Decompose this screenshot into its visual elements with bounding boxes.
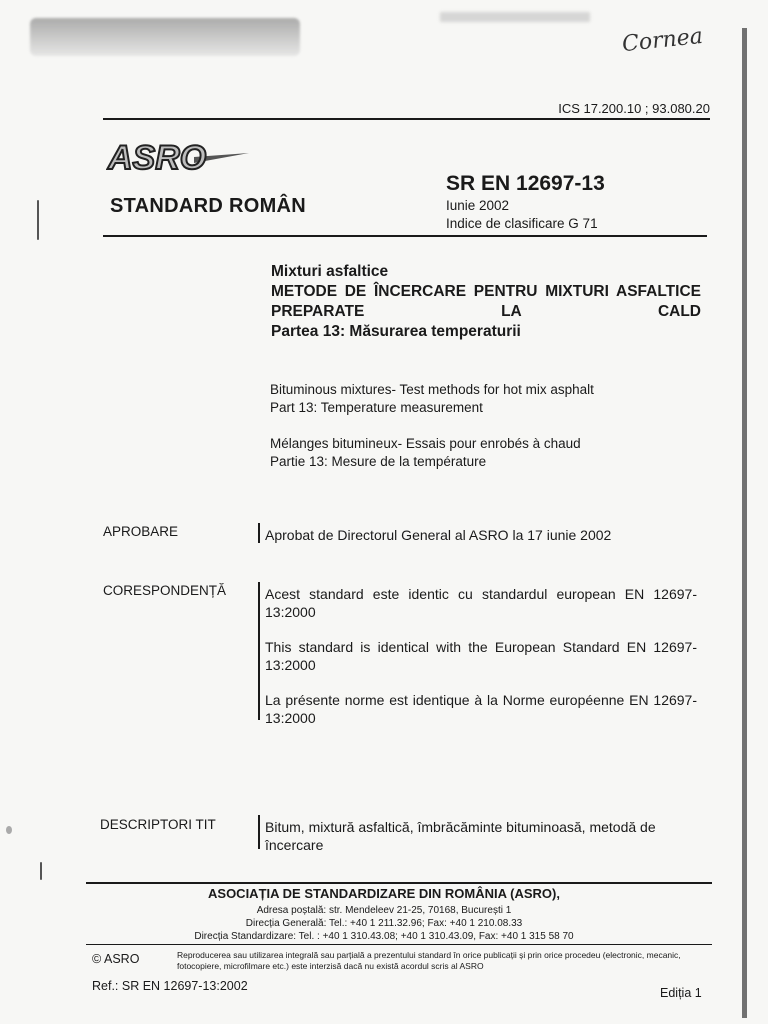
footer-mid-rule <box>86 944 712 945</box>
corespondenta-ro: Acest standard este identic cu standardul european EN 12697-13:2000 <box>265 586 697 620</box>
footer-org-name: ASOCIAȚIA DE STANDARDIZARE DIN ROMÂNIA (ASRO), <box>208 886 560 901</box>
title-english <box>270 381 700 417</box>
scan-speck <box>6 826 12 834</box>
document-reference: Ref.: SR EN 12697-13:2002 <box>92 979 248 993</box>
corespondenta-label: CORESPONDENȚĂ <box>103 583 227 598</box>
descriptori-divider <box>258 815 260 849</box>
ics-code: ICS 17.200.10 ; 93.080.20 <box>558 101 710 116</box>
publication-date: Iunie 2002 <box>446 198 510 213</box>
footer-top-rule <box>86 882 712 884</box>
scan-shadow-top <box>30 18 300 56</box>
title-french <box>270 435 700 471</box>
descriptori-label: DESCRIPTORI TIT <box>100 817 216 832</box>
scan-speck <box>37 200 39 240</box>
corespondenta-divider <box>258 582 260 720</box>
handwritten-note: Cornea <box>620 23 704 58</box>
title-block <box>271 262 701 342</box>
logo-text: ASRO <box>108 139 207 177</box>
header-bottom-rule <box>103 235 707 237</box>
title-en-line-2: Part 13: Temperature measurement <box>270 400 483 415</box>
footer-dir-standardizare: Direcția Standardizare: Tel. : +40 1 310.43.08; +40 1 310.43.09, Fax: +40 1 315 58 70 <box>194 931 574 942</box>
aprobare-label: APROBARE <box>103 524 179 539</box>
copyright-notice: Reproducerea sau utilizarea integrală sau parțială a prezentului standard în orice publicații și prin orice procedeu (electronic, mecanic, fotocopiere, microfilmare etc.) este interzisă dacă nu există acordul scris al ASRO <box>177 950 681 971</box>
classification-index: Indice de clasificare G 71 <box>446 216 598 231</box>
copyright-label: © ASRO <box>92 952 140 966</box>
header-top-rule <box>103 118 710 120</box>
scan-shadow-top-right <box>440 12 590 22</box>
aprobare-text: Aprobat de Directorul General al ASRO la 17 iunie 2002 <box>265 527 612 543</box>
standard-number: SR EN 12697-13 <box>446 172 605 195</box>
scan-edge-line <box>742 28 747 1018</box>
edition-label: Ediția 1 <box>660 986 702 1000</box>
title-line-3: Partea 13: Măsurarea temperaturii <box>271 323 521 340</box>
descriptori-text: Bitum, mixtură asfaltică, îmbrăcăminte bituminoasă, metodă de încercare <box>265 819 656 853</box>
corespondenta-en: This standard is identical with the European Standard EN 12697-13:2000 <box>265 639 697 673</box>
title-fr-line-1: Mélanges bitumineux- Essais pour enrobés à chaud <box>270 436 581 451</box>
footer-address: Adresa poștală: str. Mendeleev 21-25, 70168, București 1 <box>256 905 512 916</box>
title-en-line-1: Bituminous mixtures- Test methods for hot mix asphalt <box>270 382 594 397</box>
title-line-1: Mixturi asfaltice <box>271 263 389 280</box>
title-fr-line-2: Partie 13: Mesure de la température <box>270 454 487 469</box>
footer-dir-generala: Direcția Generală: Tel.: +40 1 211.32.96; Fax: +40 1 210.08.33 <box>245 918 523 929</box>
standard-roman-label: STANDARD ROMÂN <box>110 195 307 217</box>
asro-logo <box>106 135 251 186</box>
corespondenta-fr: La présente norme est identique à la Norme européenne EN 12697-13:2000 <box>265 692 697 726</box>
scan-speck <box>40 862 42 880</box>
aprobare-divider <box>258 523 260 543</box>
title-line-2: METODE DE ÎNCERCARE PENTRU MIXTURI ASFALTICE PREPARATE LA CALD <box>271 283 701 320</box>
